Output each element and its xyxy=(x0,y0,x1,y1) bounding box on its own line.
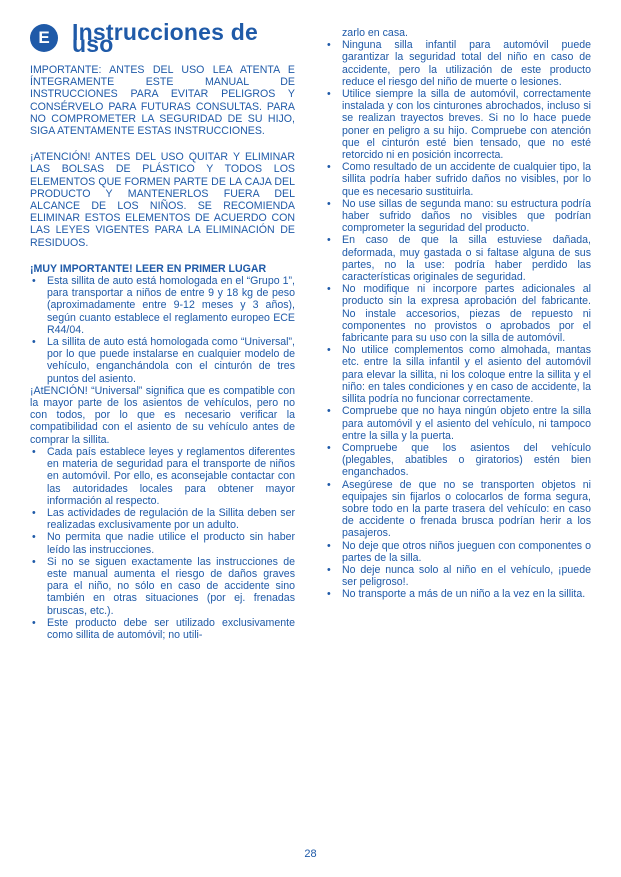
list-item: • No transporte a más de un niño a la vez en la sillita. xyxy=(325,588,591,600)
attention-notice: ¡ATENCIÓN! ANTES DEL USO QUITAR Y ELIMINAR LAS BOLSAS DE PLÁSTICO Y TODOS LOS ELEMENTOS QUE FORMEN PARTE DE LA CAJA DEL PRODUCTO Y MANTENERLOS FUERA DEL ALCANCE DE LOS NIÑOS. SE RECOMIENDA ELIMINAR ESTOS ELEMENTOS DE ACUERDO CON LAS LEYES VIGENTES PARA LA ELIMINACIÓN DE RESIDUOS. xyxy=(30,151,295,249)
list-item: • No deje nunca solo al niño en el vehículo, ¡puede ser peligroso!. xyxy=(325,564,591,588)
list-item: • Como resultado de un accidente de cualquier tipo, la sillita podría haber sufrido daños no visibles, por lo que es necesario sustituirla. xyxy=(325,161,591,198)
list-item: • No deje que otros niños jueguen con componentes o partes de la silla. xyxy=(325,540,591,564)
list-item: • No use sillas de segunda mano: su estructura podría haber sufrido daños no visibles que podrían comprometer la seguridad del producto. xyxy=(325,198,591,235)
list-item: • La sillita de auto está homologada como “Universal”, por lo que puede instalarse en cualquier modelo de vehículo, enganchándola con el cinturón de tres puntos del asiento. xyxy=(30,336,295,385)
list-item: • No permita que nadie utilice el producto sin haber leído las instrucciones. xyxy=(30,531,295,555)
bullet-list-a xyxy=(30,275,295,385)
list-item: • No modifique ni incorpore partes adicionales al producto sin la expresa aprobación del fabricante. No instale accesorios, piezas de repuesto ni componentes no provistos o aprobados por el fabricante para su uso con la silla de automóvil. xyxy=(325,283,591,344)
bullet-list-b xyxy=(30,446,295,641)
continued-text: zarlo en casa. xyxy=(342,27,408,39)
list-item: • Este producto debe ser utilizado exclusivamente como sillita de automóvil; no utili- xyxy=(30,617,295,641)
list-item: • Compruebe que no haya ningún objeto entre la silla para automóvil y el asiento del vehículo, ni tampoco entre la silla y la puerta. xyxy=(325,405,591,442)
page-header xyxy=(30,18,295,57)
section-heading: ¡MUY IMPORTANTE! LEER EN PRIMER LUGAR xyxy=(30,262,267,275)
list-item: • Cada país establece leyes y reglamentos diferentes en materia de seguridad para el transporte de niños en automóvil. Por ello, es aconsejable contactar con las autoridades locales para obtener mayor información al respecto. xyxy=(30,446,295,507)
list-item: • Compruebe que los asientos del vehículo (plegables, abatibles o giratorios) estén bien enganchados. xyxy=(325,442,591,479)
list-item: • Esta sillita de auto está homologada en el “Grupo 1”, para transportar a niños de entre 9 y 18 kg de peso (aproximadamente entre 9-12 meses y 3 años), según cuanto establece el reglamento europeo ECE R44/04. xyxy=(30,275,295,336)
language-badge: E xyxy=(30,24,58,52)
page-number: 28 xyxy=(304,848,317,860)
list-item: • Las actividades de regulación de la Sillita deben ser realizadas exclusivamente por un adulto. xyxy=(30,507,295,531)
bullet-list-c xyxy=(325,39,591,600)
right-column xyxy=(325,27,591,601)
list-item: • En caso de que la silla estuviese dañada, deformada, muy gastada o si faltase alguna de sus partes, no la use: podría haber perdido las características originales de seguridad. xyxy=(325,234,591,283)
list-item: • Si no se siguen exactamente las instrucciones de este manual aumenta el riesgo de daños graves para el niño, no sólo en caso de accidente sino también en otras situaciones (por ej. frenadas bruscas, etc.). xyxy=(30,556,295,617)
left-column xyxy=(30,18,295,641)
page-title: Instrucciones de uso xyxy=(72,18,258,57)
universal-note: ¡AtENCIÓN! “Universal” significa que es compatible con la mayor parte de los asientos de vehículos, pero no con todos, por lo que es necesario verificar la compatibilidad con el asiento de su vehículo antes de comprar la sillita. xyxy=(30,384,295,446)
list-item: • Asegúrese de que no se transporten objetos ni equipajes sin fijarlos o colocarlos de forma segura, sobre todo en la parte trasera del vehículo: en caso de accidente o frenada brusca podrían herir a los pasajeros. xyxy=(325,479,591,540)
list-item: • Utilice siempre la silla de automóvil, correctamente instalada y con los cinturones abrochados, incluso si se realizan trayectos breves. Si no lo hace puede poner en peligro a su hijo. Compruebe con atención que el cinturón esté bien tensado, que no esté retorcido ni en posición incorrecta. xyxy=(325,88,591,161)
list-item: • Ninguna silla infantil para automóvil puede garantizar la seguridad total del niño en caso de accidente, pero la utilización de este producto reduce el riesgo del niño de muerte o lesiones. xyxy=(325,39,591,88)
important-notice: IMPORTANTE: ANTES DEL USO LEA ATENTA E ÍNTEGRAMENTE ESTE MANUAL DE INSTRUCCIONES PARA EVITAR PELIGROS Y CONSÉRVELO PARA FUTURAS CONSULTAS. PARA NO COMPROMETER LA SEGURIDAD DE SU HIJO, SIGA ATENTAMENTE ESTAS INSTRUCCIONES. xyxy=(30,64,295,138)
list-item: • No utilice complementos como almohada, mantas etc. entre la silla infantil y el asiento del automóvil para elevar la sillita, ni los coloque entre la sillita y el niño: en tales condiciones y en caso de accidente, la sillita podría no funcionar correctamente. xyxy=(325,344,591,405)
